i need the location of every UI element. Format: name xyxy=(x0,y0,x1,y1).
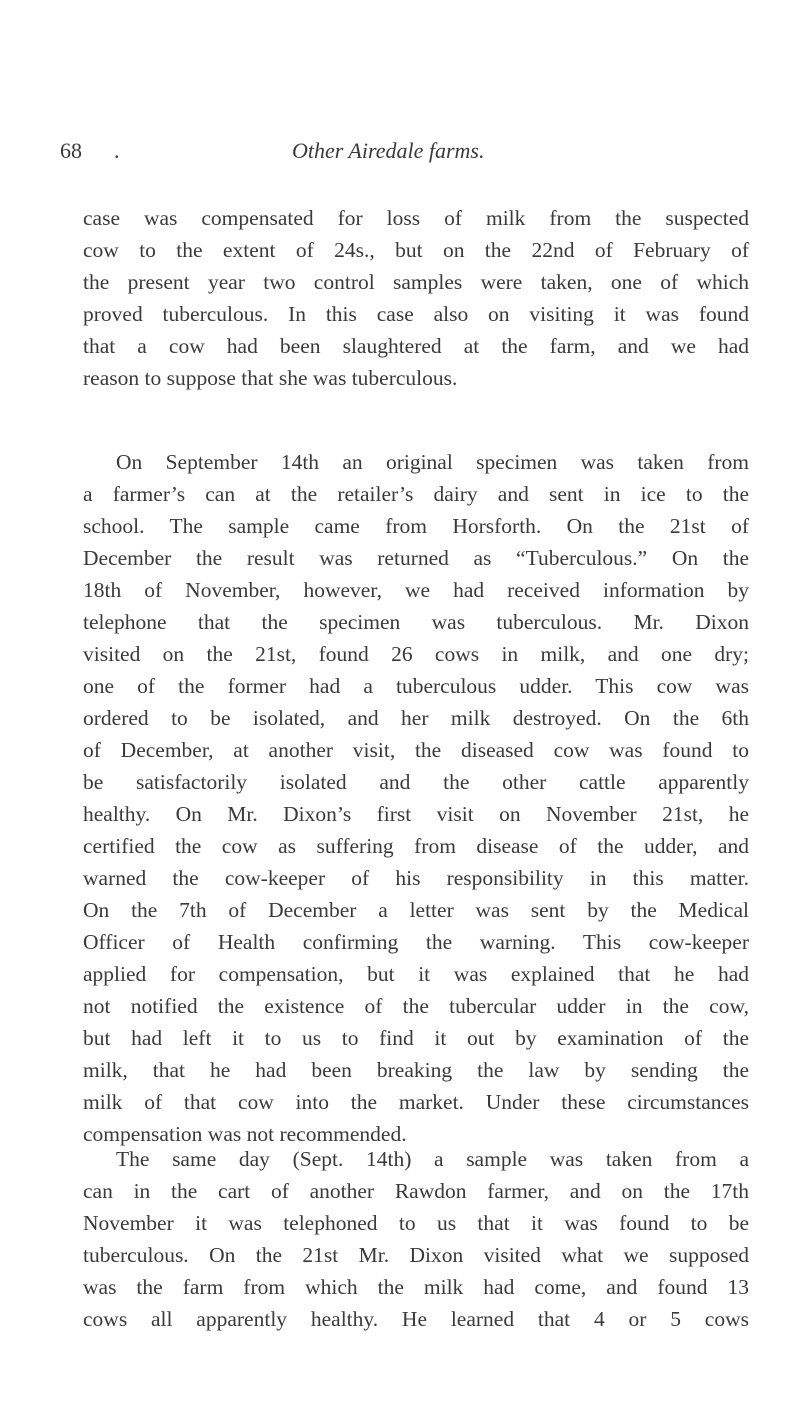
text-line: 18th of November, however, we had received information by xyxy=(83,578,749,602)
text-line: milk of that cow into the market. Under these circumstances xyxy=(83,1090,749,1114)
text-line: certified the cow as suffering from disease of the udder, and xyxy=(83,834,749,858)
paragraph xyxy=(83,202,749,394)
text-line: The same day (Sept. 14th) a sample was taken from a xyxy=(116,1147,749,1171)
text-line: the present year two control samples were taken, one of which xyxy=(83,270,749,294)
text-line: cow to the extent of 24s., but on the 22nd of February of xyxy=(83,238,749,262)
text-line: can in the cart of another Rawdon farmer, and on the 17th xyxy=(83,1179,749,1203)
text-line: not notified the existence of the tubercular udder in the cow, xyxy=(83,994,749,1018)
text-line: milk, that he had been breaking the law by sending the xyxy=(83,1058,749,1082)
text-line: ordered to be isolated, and her milk destroyed. On the 6th xyxy=(83,706,749,730)
text-line: applied for compensation, but it was explained that he had xyxy=(83,962,749,986)
text-line: reason to suppose that she was tuberculous. xyxy=(83,366,458,390)
text-line: telephone that the specimen was tuberculous. Mr. Dixon xyxy=(83,610,749,634)
text-line: was the farm from which the milk had come, and found 13 xyxy=(83,1275,749,1299)
running-head xyxy=(60,136,780,166)
text-line: cows all apparently healthy. He learned that 4 or 5 cows xyxy=(83,1307,749,1331)
text-line: On September 14th an original specimen was taken from xyxy=(116,450,749,474)
text-line: but had left it to us to find it out by examination of the xyxy=(83,1026,749,1050)
chapter-title: Other Airedale farms. xyxy=(292,138,485,163)
page-number: 68 xyxy=(60,138,82,163)
text-line: that a cow had been slaughtered at the farm, and we had xyxy=(83,334,749,358)
text-line: visited on the 21st, found 26 cows in milk, and one dry; xyxy=(83,642,749,666)
text-line: tuberculous. On the 21st Mr. Dixon visited what we supposed xyxy=(83,1243,749,1267)
text-line: warned the cow-keeper of his responsibility in this matter. xyxy=(83,866,749,890)
text-line: be satisfactorily isolated and the other cattle apparently xyxy=(83,770,749,794)
text-line: healthy. On Mr. Dixon’s first visit on November 21st, he xyxy=(83,802,749,826)
paragraph xyxy=(83,1143,749,1335)
text-line: one of the former had a tuberculous udder. This cow was xyxy=(83,674,749,698)
text-line: of December, at another visit, the diseased cow was found to xyxy=(83,738,749,762)
text-line: proved tuberculous. In this case also on visiting it was found xyxy=(83,302,749,326)
text-line: November it was telephoned to us that it was found to be xyxy=(83,1211,749,1235)
header-separator: . xyxy=(114,138,120,163)
text-line: compensation was not recommended. xyxy=(83,1122,407,1146)
text-line: a farmer’s can at the retailer’s dairy and sent in ice to the xyxy=(83,482,749,506)
text-line: On the 7th of December a letter was sent by the Medical xyxy=(83,898,749,922)
paragraph xyxy=(83,446,749,1150)
text-line: school. The sample came from Horsforth. On the 21st of xyxy=(83,514,749,538)
text-line: case was compensated for loss of milk from the suspected xyxy=(83,206,749,230)
text-line: December the result was returned as “Tuberculous.” On the xyxy=(83,546,749,570)
text-line: Officer of Health confirming the warning. This cow-keeper xyxy=(83,930,749,954)
